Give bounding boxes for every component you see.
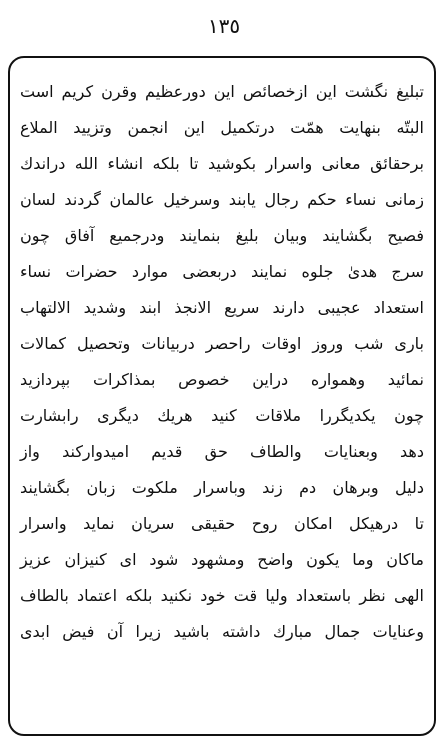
text-line: تبليغ نگشت اين ازخصائص اين دورعظيم وقرن كريم است: [20, 82, 424, 101]
text-line: وعنايات جمال مبارك داشته باشيد زيرا آن فيض ابدى: [20, 622, 424, 641]
text-body: [20, 74, 424, 650]
text-line: ماكان وما يكون واضح ومشهود شود اى كنيزان عزيز: [20, 550, 424, 569]
text-line: زمانى نساء حكم رجال يابند وسرخيل عالمان گردند لسان: [20, 190, 424, 209]
text-line: سرج هدىٰ جلوه نمايند دربعضى موارد حضرات نساء: [20, 262, 424, 281]
page-number: ١٣٥: [207, 14, 241, 38]
text-line: دهد وبعنايات والطاف حق قديم اميدواركند واز: [20, 442, 424, 461]
text-line: البتّه بنهايت همّت درتكميل اين انجمن وتزييد الملاع: [20, 118, 424, 137]
text-line: برحقائق معانى واسرار بكوشيد تا بلكه انشاء الله دراندك: [20, 154, 424, 173]
text-line: بارى شب وروز اوقات راحصر دربيانات وتحصيل كمالات: [20, 334, 424, 353]
text-line: دليل وبرهان دم زند وباسرار ملكوت زبان بگشايند: [20, 478, 424, 497]
text-line: چون يكديگررا ملاقات كنيد هريك ديگرى رابشارت: [20, 406, 424, 425]
text-line: تا درهيكل امكان روح حقيقى سريان نمايد واسرار: [20, 514, 424, 533]
text-frame: [8, 56, 436, 736]
text-line: استعداد عجيبى دارند سريع الانجذ ابند وشديد الالتهاب: [20, 298, 424, 317]
text-line: فصيح بگشايند وبيان بليغ بنمايند ودرجميع آفاق چون: [20, 226, 424, 245]
text-line: نمائيد وهمواره دراين خصوص بمذاكرات بپردازيد: [20, 370, 424, 389]
text-line: الهى نظر باستعداد وليا قت خود نكنيد بلكه اعتماد بالطاف: [20, 586, 424, 605]
